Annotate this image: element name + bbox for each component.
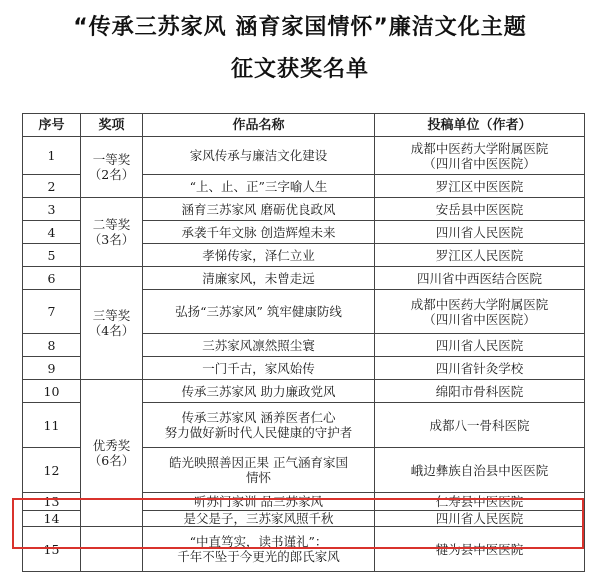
page-subtitle: 征文获奖名单 [230,57,369,82]
table-row [23,267,585,290]
work-title [143,448,375,493]
award-count: （2名） [88,167,135,182]
unit: 四川省人民医院 [375,334,585,357]
header-number: 序号 [23,114,81,137]
work-title: 听苏门家训 品三苏家风 [143,493,375,511]
award-count: （6名） [88,453,135,468]
work-title: 传承三苏家风 助力廉政党风 [143,380,375,403]
award-first [81,137,143,198]
work-title-line: 千年不坠于今更光的郎氏家风 [177,549,340,564]
row-number: 11 [23,403,81,448]
page-title: “传承三苏家风 涵育家国情怀”廉洁文化主题 [73,15,527,40]
row-number: 5 [23,244,81,267]
work-title: 弘扬“三苏家风” 筑牢健康防线 [143,290,375,334]
work-title: “上、止、正”三字喻人生 [143,175,375,198]
row-number: 15 [23,527,81,572]
work-title-line: “中直笃实，读书谨礼”： [189,534,328,549]
row-number: 6 [23,267,81,290]
row-number: 9 [23,357,81,380]
unit [375,137,585,175]
table-header-row [23,114,585,137]
unit: 四川省针灸学校 [375,357,585,380]
header-award: 奖项 [81,114,143,137]
row-number: 12 [23,448,81,493]
work-title-line: 努力做好新时代人民健康的守护者 [164,425,353,440]
work-title [143,137,375,175]
work-title: 是父是子，三苏家风照千秋 [143,511,375,527]
unit: 绵阳市骨科医院 [375,380,585,403]
row-number: 14 [23,511,81,527]
work-title: 清廉家风，未曾走远 [143,267,375,290]
unit-line: （四川省中医医院） [423,155,536,171]
table-row [23,380,585,403]
work-title: 孝悌传家，泽仁立业 [143,244,375,267]
work-title: 承袭千年文脉 创造辉煌未来 [143,221,375,244]
award-count: （4名） [88,323,135,338]
award-name: 二等奖 [92,217,131,232]
award-table [22,113,585,572]
unit: 成都八一骨科医院 [375,403,585,448]
unit: 峨边彝族自治县中医医院 [375,448,585,493]
unit [375,290,585,334]
unit: 仁寿县中医医院 [375,493,585,511]
award-second [81,198,143,267]
row-number: 2 [23,175,81,198]
work-title [143,527,375,572]
award-excellence [81,380,143,527]
row-number: 13 [23,493,81,511]
work-title-line: 传承三苏家风 涵养医者仁心 [181,410,336,425]
unit: 犍为县中医医院 [375,527,585,572]
table-row-highlighted [23,527,585,572]
award-name: 三等奖 [92,308,131,323]
award-name: 一等奖 [92,152,131,167]
unit: 安岳县中医医院 [375,198,585,221]
unit-line: （四川省中医医院） [423,311,536,327]
unit: 四川省中西医结合医院 [375,267,585,290]
unit: 四川省人民医院 [375,511,585,527]
row-number: 10 [23,380,81,403]
unit: 罗江区中医医院 [375,175,585,198]
row-number: 4 [23,221,81,244]
work-title-line: 情怀 [245,470,271,485]
work-title-line: 皓光映照善因正果 正气涵育家国 [169,455,348,470]
work-title: 一门千古，家风始传 [143,357,375,380]
work-title: 涵育三苏家风 磨砺优良政风 [143,198,375,221]
row-number: 7 [23,290,81,334]
work-title-line: 家风传承与廉洁文化建设 [189,148,328,163]
table-row [23,137,585,175]
row-number: 8 [23,334,81,357]
work-title: 三苏家风凛然照尘寰 [143,334,375,357]
award-third [81,267,143,380]
row-number: 1 [23,137,81,175]
award-count: （3名） [88,232,135,247]
work-title [143,403,375,448]
unit-line: 成都中医药大学附属医院 [410,296,549,312]
row-number: 3 [23,198,81,221]
header-work-title: 作品名称 [143,114,375,137]
unit-line: 成都中医药大学附属医院 [410,140,549,156]
unit: 罗江区人民医院 [375,244,585,267]
award-empty [81,527,143,572]
header-unit: 投稿单位（作者） [375,114,585,137]
unit: 四川省人民医院 [375,221,585,244]
table-row [23,198,585,221]
award-name: 优秀奖 [92,438,131,453]
